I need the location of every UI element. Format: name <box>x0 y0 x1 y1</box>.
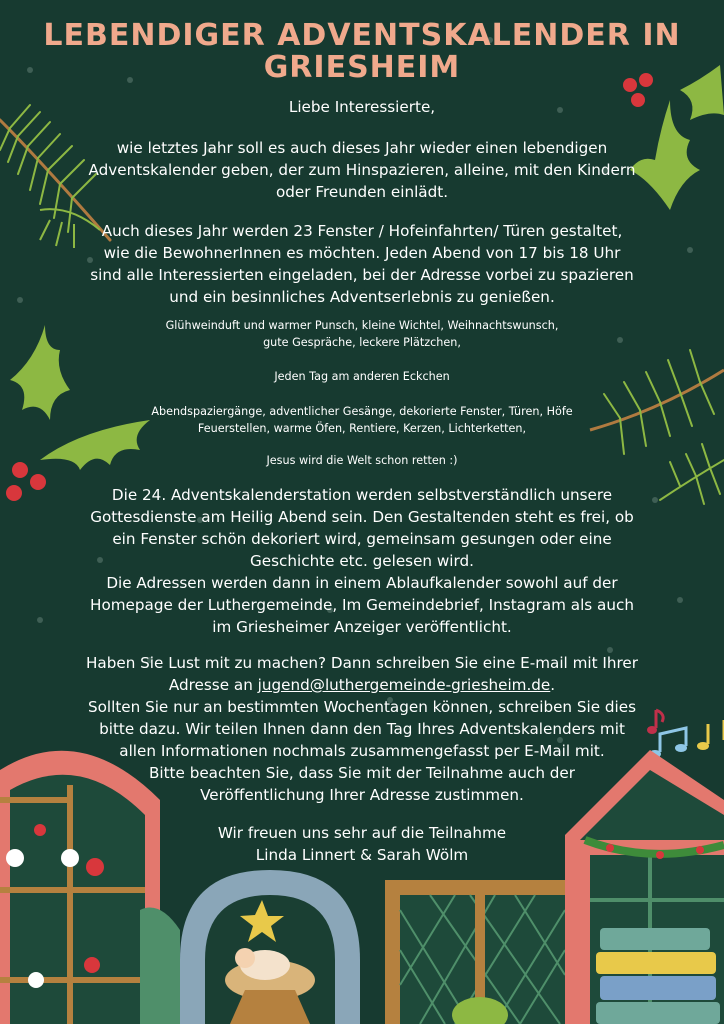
closing-line: Wir freuen uns sehr auf die Teilnahme <box>217 824 507 842</box>
signature: Linda Linnert & Sarah Wölm <box>255 846 469 864</box>
participation-paragraph: Haben Sie Lust mit zu machen? Dann schreiben Sie eine E-mail mit Ihrer Adresse an jugend@luthergemeinde-griesheim.de. Sollten Sie nur an bestimmten Wochentagen können, schreiben Sie dies bitte dazu. Wir teilen Ihnen dann den Tag Ihres Adventskalenders mit allen Informationen nochmals zusammengefasst per E-Mail mit. Bitte beachten Sie, dass Sie mit der Teilnahme auch der Veröffentlichung Ihrer Adresse zustimmen. <box>86 654 638 804</box>
greeting: Liebe Interessierte, <box>288 98 436 116</box>
poem-line-2: Jeden Tag am anderen Eckchen <box>274 370 450 383</box>
poem-block-3: Abendspaziergänge, adventlicher Gesänge, dekorierte Fenster, Türen, Höfe Feuerstellen, warme Öfen, Rentiere, Kerzen, Lichterketten, <box>151 405 573 435</box>
page-title: LEBENDIGER ADVENTSKALENDER IN GRIESHEIM <box>43 18 681 85</box>
details-paragraph: Auch dieses Jahr werden 23 Fenster / Hofeinfahrten/ Türen gestaltet, wie die BewohnerInnen es möchten. Jeden Abend von 17 bis 18 Uhr sind alle Interessierten eingeladen, bei der Adresse vorbei zu spazieren und ein besinnliches Adventserlebnis zu genießen. <box>90 222 634 306</box>
poem-block-1: Glühweinduft und warmer Punsch, kleine Wichtel, Weihnachtswunsch, gute Gespräche, leckere Plätzchen, <box>165 319 559 349</box>
intro-paragraph: wie letztes Jahr soll es auch dieses Jahr wieder einen lebendigen Adventskalender geben, der zum Hinspazieren, alleine, mit den Kindern oder Freunden einlädt. <box>88 139 636 201</box>
closing-block <box>80 822 644 866</box>
email-link[interactable]: jugend@luthergemeinde-griesheim.de <box>257 676 551 694</box>
poem-line-4: Jesus wird die Welt schon retten :) <box>266 454 458 467</box>
stations-paragraph: Die 24. Adventskalenderstation werden selbstverständlich unsere Gottesdienste am Heilig Abend sein. Den Gestaltenden steht es frei, ob ein Fenster schön dekoriert wird, gemeinsam gesungen oder eine Geschichte etc. gelesen wird. Die Adressen werden dann in einem Ablaufkalender sowohl auf der Homepage der Luthergemeinde, Im Gemeindebrief, Instagram als auch im Griesheimer Anzeiger veröffentlicht. <box>90 486 634 636</box>
